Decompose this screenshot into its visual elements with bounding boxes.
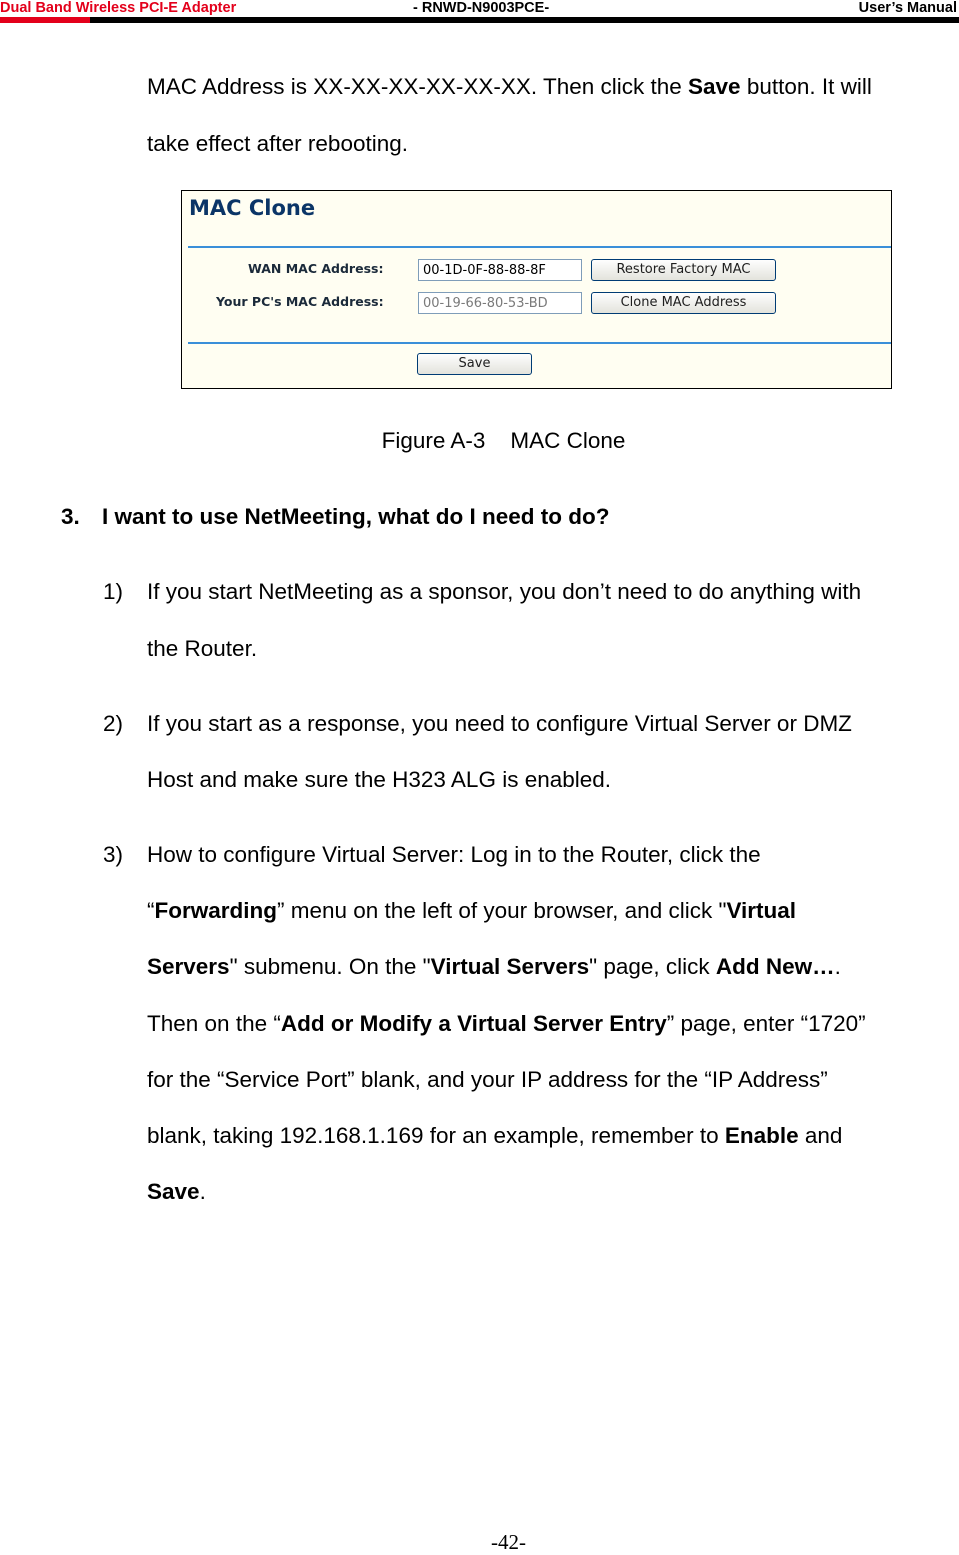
item-3-number: 3) bbox=[103, 842, 124, 867]
pc-mac-input[interactable]: 00-19-66-80-53-BD bbox=[418, 292, 582, 314]
intro-text: MAC Address is XX-XX-XX-XX-XX-XX. Then click the bbox=[147, 74, 689, 99]
item-3-text: and bbox=[798, 1123, 843, 1148]
servers-keyword: Servers bbox=[147, 954, 230, 979]
item-1-number: 1) bbox=[103, 579, 124, 604]
question-3-number: 3. bbox=[61, 504, 80, 529]
item-3-text: Then on the “ bbox=[147, 1011, 281, 1036]
mac-clone-figure bbox=[181, 190, 892, 389]
item-3-line-4 bbox=[147, 1010, 866, 1038]
add-new-keyword: Add New… bbox=[715, 954, 835, 979]
intro-line-2: take effect after rebooting. bbox=[147, 131, 409, 156]
item-1-line-1: If you start NetMeeting as a sponsor, you don’t need to do anything with bbox=[147, 579, 862, 604]
question-3-title: I want to use NetMeeting, what do I need to do? bbox=[102, 504, 610, 529]
virtual-servers-keyword: Virtual Servers bbox=[430, 954, 590, 979]
add-modify-entry-keyword: Add or Modify a Virtual Server Entry bbox=[280, 1011, 667, 1036]
item-3-text: " page, click bbox=[589, 954, 716, 979]
item-3-text: . bbox=[199, 1179, 206, 1204]
item-3-line-5: for the “Service Port” blank, and your IP address for the “IP Address” bbox=[147, 1067, 828, 1092]
item-3-line-7 bbox=[147, 1178, 206, 1206]
enable-keyword: Enable bbox=[724, 1123, 799, 1148]
item-2-line-1: If you start as a response, you need to configure Virtual Server or DMZ bbox=[147, 711, 852, 736]
item-3-line-6 bbox=[147, 1122, 842, 1150]
intro-line-1 bbox=[147, 73, 872, 101]
figure-caption: Figure A-3 MAC Clone bbox=[381, 428, 626, 453]
item-3-text: ” menu on the left of your browser, and click " bbox=[277, 898, 727, 923]
figure-divider-bottom bbox=[188, 342, 891, 344]
virtual-keyword: Virtual bbox=[726, 898, 797, 923]
item-3-text: blank, taking 192.168.1.169 for an example, remember to bbox=[147, 1123, 725, 1148]
item-1-line-2: the Router. bbox=[147, 636, 258, 661]
wan-mac-input[interactable]: 00-1D-0F-88-88-8F bbox=[418, 259, 582, 281]
header-model: - RNWD-N9003PCE- bbox=[413, 0, 550, 16]
header-rule bbox=[0, 17, 959, 23]
page-number: -42- bbox=[491, 1530, 526, 1554]
header-manual-title: User’s Manual bbox=[858, 0, 957, 16]
header-rule-accent bbox=[0, 17, 90, 23]
intro-save-keyword: Save bbox=[688, 74, 741, 99]
item-3-line-3 bbox=[147, 953, 841, 981]
save-keyword: Save bbox=[147, 1179, 200, 1204]
restore-factory-mac-button[interactable]: Restore Factory MAC bbox=[591, 259, 776, 281]
figure-divider-top bbox=[188, 246, 891, 248]
item-2-line-2: Host and make sure the H323 ALG is enabled. bbox=[147, 767, 612, 792]
item-2-number: 2) bbox=[103, 711, 124, 736]
forwarding-keyword: Forwarding bbox=[154, 898, 277, 923]
pc-mac-label: Your PC's MAC Address: bbox=[216, 294, 384, 309]
item-3-line-1: How to configure Virtual Server: Log in to the Router, click the bbox=[147, 842, 761, 867]
save-button[interactable]: Save bbox=[417, 353, 532, 375]
intro-text: button. It will bbox=[740, 74, 872, 99]
wan-mac-label: WAN MAC Address: bbox=[248, 261, 384, 276]
item-3-line-2 bbox=[147, 897, 796, 925]
item-3-text: . bbox=[834, 954, 841, 979]
mac-clone-title: MAC Clone bbox=[189, 196, 316, 220]
header-product-name: Dual Band Wireless PCI-E Adapter bbox=[0, 0, 237, 16]
item-3-text: ” page, enter “1720” bbox=[666, 1011, 866, 1036]
page-header bbox=[0, 0, 959, 18]
item-3-text: “ bbox=[147, 898, 155, 923]
clone-mac-address-button[interactable]: Clone MAC Address bbox=[591, 292, 776, 314]
item-3-text: " submenu. On the " bbox=[229, 954, 431, 979]
